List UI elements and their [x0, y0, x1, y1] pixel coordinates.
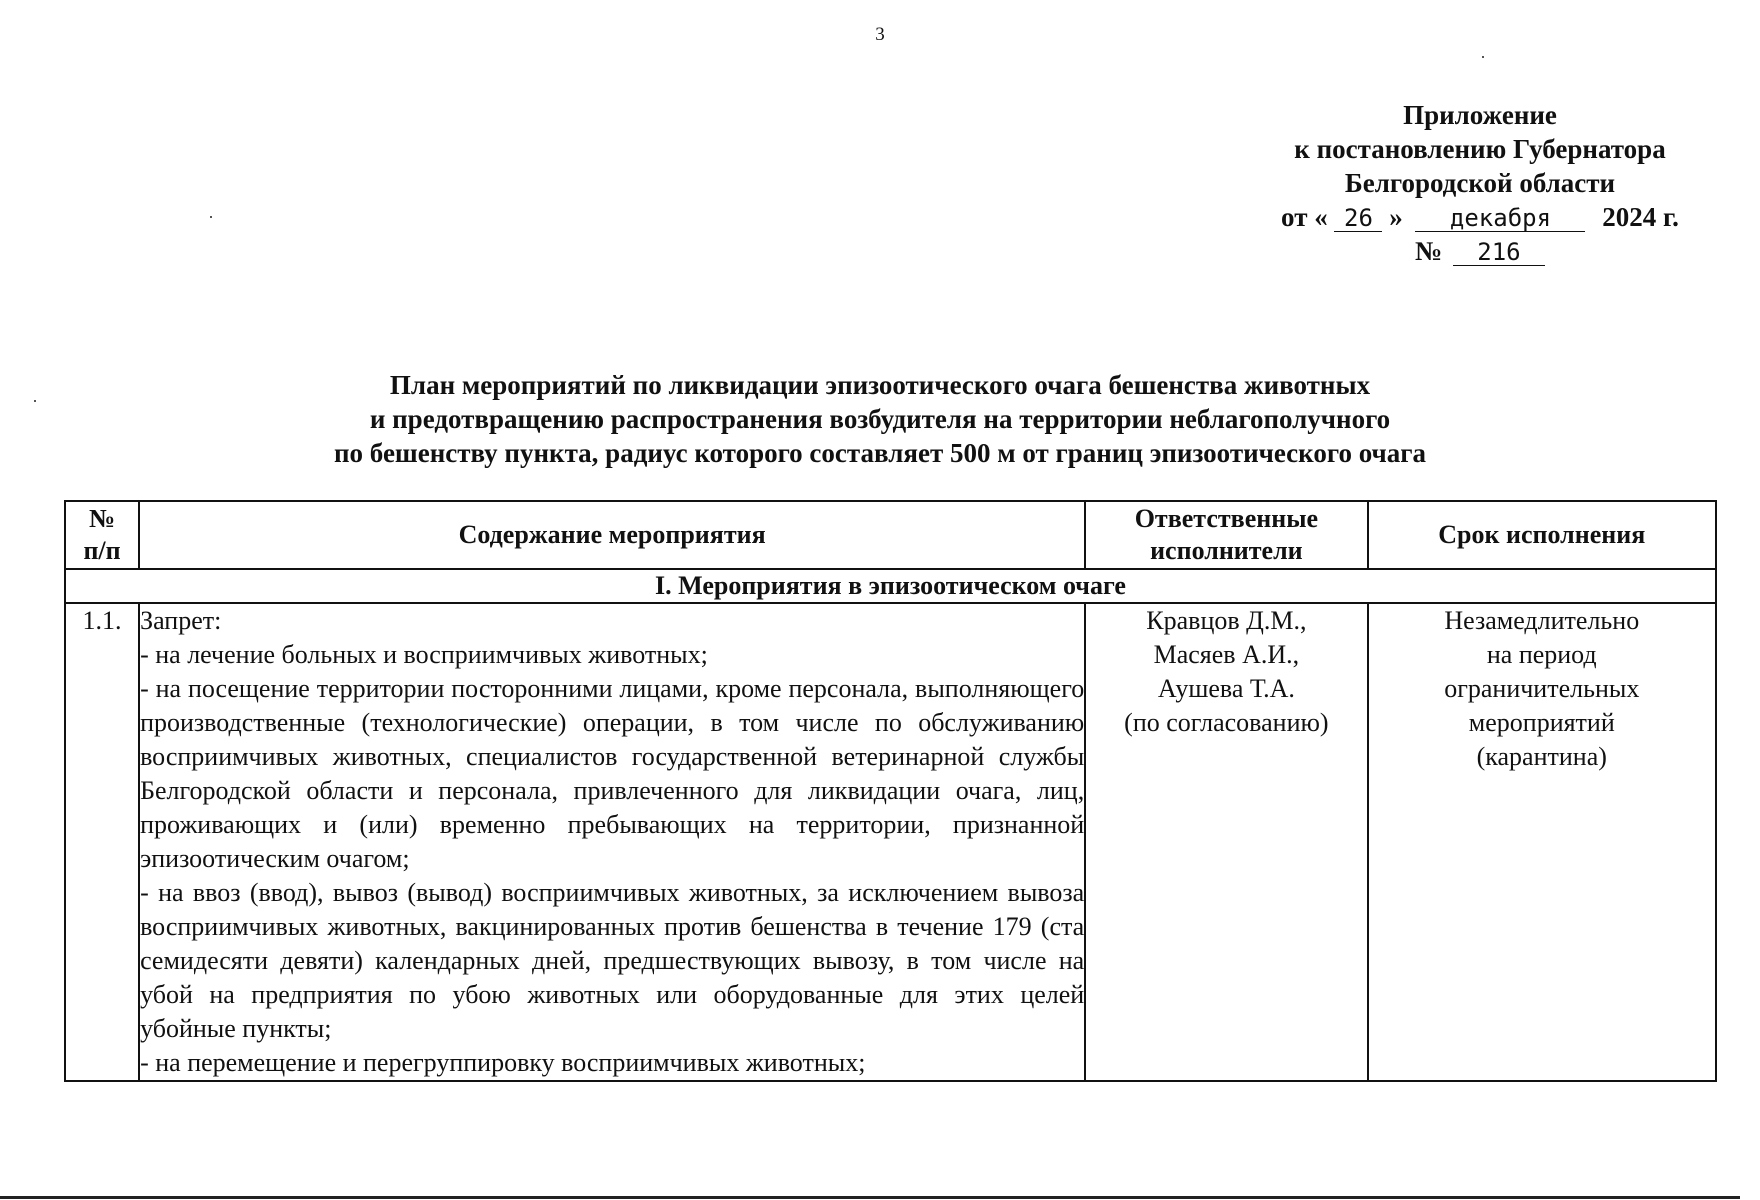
header-number-line-2: п/п — [83, 536, 121, 565]
row-number: 1.1. — [65, 603, 139, 1081]
content-line: Запрет: — [140, 606, 222, 635]
date-month: декабря — [1415, 205, 1585, 232]
plan-title-line-2: и предотвращению распространения возбудителя на территории неблагополучного — [369, 404, 1391, 434]
scan-speck — [34, 400, 36, 402]
header-number — [65, 501, 139, 569]
deadline-line: ограничительных — [1444, 674, 1640, 703]
measures-table — [64, 500, 1717, 1082]
section-title: I. Мероприятия в эпизоотическом очаге — [65, 569, 1716, 603]
deadline-line: Незамедлительно — [1444, 606, 1640, 635]
header-executors-line-2: исполнители — [1150, 536, 1303, 565]
section-row — [65, 569, 1716, 603]
header-executors — [1085, 501, 1367, 569]
header-deadline: Срок исполнения — [1368, 501, 1716, 569]
header-content: Содержание мероприятия — [139, 501, 1085, 569]
appendix-title: Приложение — [1403, 100, 1557, 130]
appendix-date-line — [1240, 200, 1720, 234]
date-mid: » — [1389, 202, 1403, 232]
executor-line: Аушева Т.А. — [1157, 674, 1295, 703]
plan-title-line-1: План мероприятий по ликвидации эпизоотического очага бешенства животных — [389, 370, 1371, 400]
header-executors-line-1: Ответственные — [1134, 504, 1319, 533]
page-number: 3 — [875, 24, 885, 45]
scan-speck — [1482, 56, 1484, 58]
row-executors — [1085, 603, 1367, 1081]
table-row — [65, 603, 1716, 1081]
appendix-number-line — [1240, 234, 1720, 268]
table-header-row — [65, 501, 1716, 569]
date-prefix: от « — [1281, 202, 1328, 232]
content-line: - на перемещение и перегруппировку восприимчивых животных; — [140, 1048, 866, 1077]
header-number-line-1: № — [88, 504, 116, 533]
content-line: - на посещение территории посторонними лицами, кроме персонала, выполняющего производственные (технологические) операции, в том числе по обслуживанию восприимчивых животных, специалистов государственной ветеринарной службы Белгородской области и персонала, привлеченного для ликвидации очага, лиц, проживающих и (или) временно пребывающих на территории, признанной эпизоотическим очагом; — [140, 674, 1085, 873]
plan-title — [0, 368, 1760, 470]
deadline-line: на период — [1486, 640, 1597, 669]
plan-title-line-3: по бешенству пункта, радиус которого составляет 500 м от границ эпизоотического очага — [334, 438, 1426, 468]
date-day: 26 — [1334, 205, 1382, 232]
content-line: - на ввоз (ввод), вывоз (вывод) восприимчивых животных, за исключением вывоза восприимчивых животных, вакцинированных против бешенства в течение 179 (ста семидесяти девяти) календарных дней, предшествующих вывозу, в том числе на убой на предприятия по убою животных или оборудованные для этих целей убойные пункты; — [140, 878, 1085, 1043]
row-content — [139, 603, 1085, 1081]
executor-line: Кравцов Д.М., — [1146, 606, 1307, 635]
scan-speck — [210, 216, 212, 218]
executor-line: Масяев А.И., — [1153, 640, 1300, 669]
appendix-line-decree: к постановлению Губернатора — [1294, 134, 1666, 164]
document-number: 216 — [1453, 239, 1545, 266]
executor-line: (по согласованию) — [1124, 708, 1329, 737]
bottom-rule — [0, 1196, 1740, 1199]
date-year: 2024 г. — [1602, 202, 1679, 232]
appendix-block — [1240, 98, 1720, 268]
number-prefix: № — [1415, 236, 1443, 266]
deadline-line: (карантина) — [1476, 742, 1607, 771]
content-line: - на лечение больных и восприимчивых животных; — [140, 640, 708, 669]
appendix-line-region: Белгородской области — [1344, 168, 1616, 198]
row-deadline — [1368, 603, 1716, 1081]
deadline-line: мероприятий — [1468, 708, 1615, 737]
